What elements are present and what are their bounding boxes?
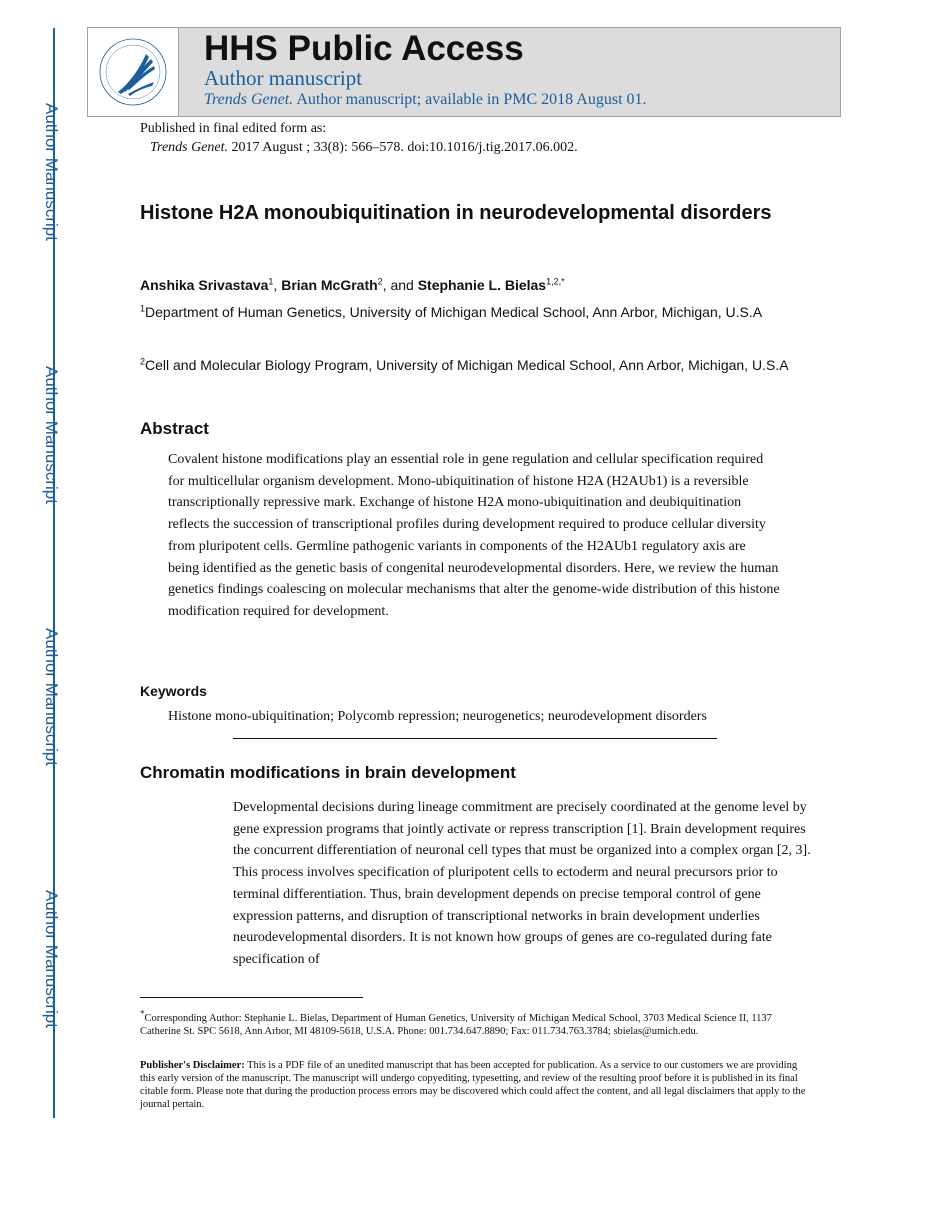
citation-details[interactable]: 2017 August ; 33(8): 566–578. doi:10.1016/j.tig.2017.06.002. bbox=[231, 140, 578, 155]
article-title: Histone H2A monoubiquitination in neurodevelopmental disorders bbox=[140, 202, 772, 224]
author-name[interactable]: Brian McGrath bbox=[281, 277, 378, 293]
author-separator: , and bbox=[382, 277, 418, 293]
affiliation-text: Department of Human Genetics, University of Michigan Medical School, Ann Arbor, Michigan, U.S.A bbox=[145, 304, 763, 320]
sidebar-label: Author Manuscript bbox=[42, 628, 61, 766]
author-separator: , bbox=[273, 277, 282, 293]
sidebar-label: Author Manuscript bbox=[42, 103, 61, 241]
hhs-header bbox=[87, 27, 841, 117]
publisher-disclaimer bbox=[140, 1059, 810, 1111]
keywords-text: Histone mono-ubiquitination; Polycomb repression; neurogenetics; neurodevelopment disorders bbox=[168, 709, 707, 724]
hhs-logo bbox=[88, 28, 179, 116]
journal-name[interactable]: Trends Genet. bbox=[204, 91, 294, 108]
disclaimer-text: This is a PDF file of an unedited manuscript that has been accepted for publication. As a service to our customers we are providing this early version of the manuscript. The manuscript will undergo copyediting, typesetting, and review of the resulting proof before it is published in its final citable form. Please note that during the production process errors may be discovered which could affect the content, and all legal disclaimers that apply to the journal pertain. bbox=[140, 1060, 806, 1110]
affiliation bbox=[140, 301, 820, 323]
author-affiliation-sup: 1,2,* bbox=[546, 276, 565, 287]
section-heading: Chromatin modifications in brain development bbox=[140, 763, 516, 782]
citation bbox=[150, 140, 578, 156]
author-list bbox=[140, 277, 565, 293]
header-availability bbox=[204, 91, 647, 109]
abstract-heading: Abstract bbox=[140, 419, 209, 438]
author-name[interactable]: Anshika Srivastava bbox=[140, 277, 269, 293]
affiliation-sup: 1 bbox=[140, 303, 146, 314]
author-name[interactable]: Stephanie L. Bielas bbox=[417, 277, 547, 293]
section-body: Developmental decisions during lineage commitment are precisely coordinated at the genome level by gene expression programs that jointly activate or repress transcription [1]. Brain development requires the concurrent differentiation of neuronal cell types that must be organized into a complex organ [2, 3]. This process involves specification of pluripotent cells to ectoderm and neural precursors prior to terminal differentiation. Thus, brain development depends on precise temporal control of gene expression patterns, and disruption of transcriptional networks in brain development underlies neurodevelopmental disorders. It is not known how groups of genes are co-regulated during fate specification of bbox=[233, 800, 811, 967]
hhs-eagle-seal-icon bbox=[88, 28, 178, 116]
keywords-heading: Keywords bbox=[140, 683, 207, 699]
corresponding-author-note bbox=[140, 1008, 810, 1038]
author-affiliation-sup: 1 bbox=[268, 276, 274, 287]
affiliation-text: Cell and Molecular Biology Program, University of Michigan Medical School, Ann Arbor, Michigan, U.S.A bbox=[145, 357, 789, 373]
abstract-text: Covalent histone modifications play an essential role in gene regulation and cellular specification required for multicellular organism development. Mono-ubiquitination of histone H2A (H2AUb1) is a reversible transcriptionally repressive mark. Exchange of histone H2A mono-ubiquitination and deubiquitination reflects the succession of transcriptional profiles during development required to produce cellular diversity from pluripotent cells. Germline pathogenic variants in components of the H2AUb1 regulatory axis are being identified as the genetic basis of congenital neurodevelopmental disorders. Here, we review the human genetics findings coalescing on molecular mechanisms that alter the genome-wide distribution of this histone modification required for development. bbox=[168, 452, 780, 619]
footnote-divider bbox=[140, 997, 363, 998]
author-affiliation-sup: 2 bbox=[377, 276, 383, 287]
published-label: Published in final edited form as: bbox=[140, 121, 327, 136]
header-subtitle: Author manuscript bbox=[204, 66, 363, 90]
citation-journal: Trends Genet. bbox=[150, 140, 229, 155]
affiliation-sup: 2 bbox=[140, 356, 146, 367]
section-divider bbox=[233, 738, 717, 739]
availability-text: Author manuscript; available in PMC 2018 August 01. bbox=[296, 91, 647, 108]
header-title: HHS Public Access bbox=[204, 29, 524, 68]
footnote-marker: * bbox=[140, 1008, 145, 1019]
sidebar-label: Author Manuscript bbox=[42, 890, 61, 1028]
affiliation bbox=[140, 354, 820, 376]
corresponding-author-text[interactable]: Corresponding Author: Stephanie L. Bielas, Department of Human Genetics, University of Michigan Medical School, 3703 Medical Science II, 1137 Catherine St. SPC 5618, Ann Arbor, MI 48109-5618, U.S.A. Phone: 001.734.647.8890; Fax: 011.734.763.3784; sbielas@umich.edu. bbox=[140, 1013, 772, 1037]
disclaimer-label: Publisher's Disclaimer: bbox=[140, 1060, 245, 1071]
sidebar-label: Author Manuscript bbox=[42, 366, 61, 504]
